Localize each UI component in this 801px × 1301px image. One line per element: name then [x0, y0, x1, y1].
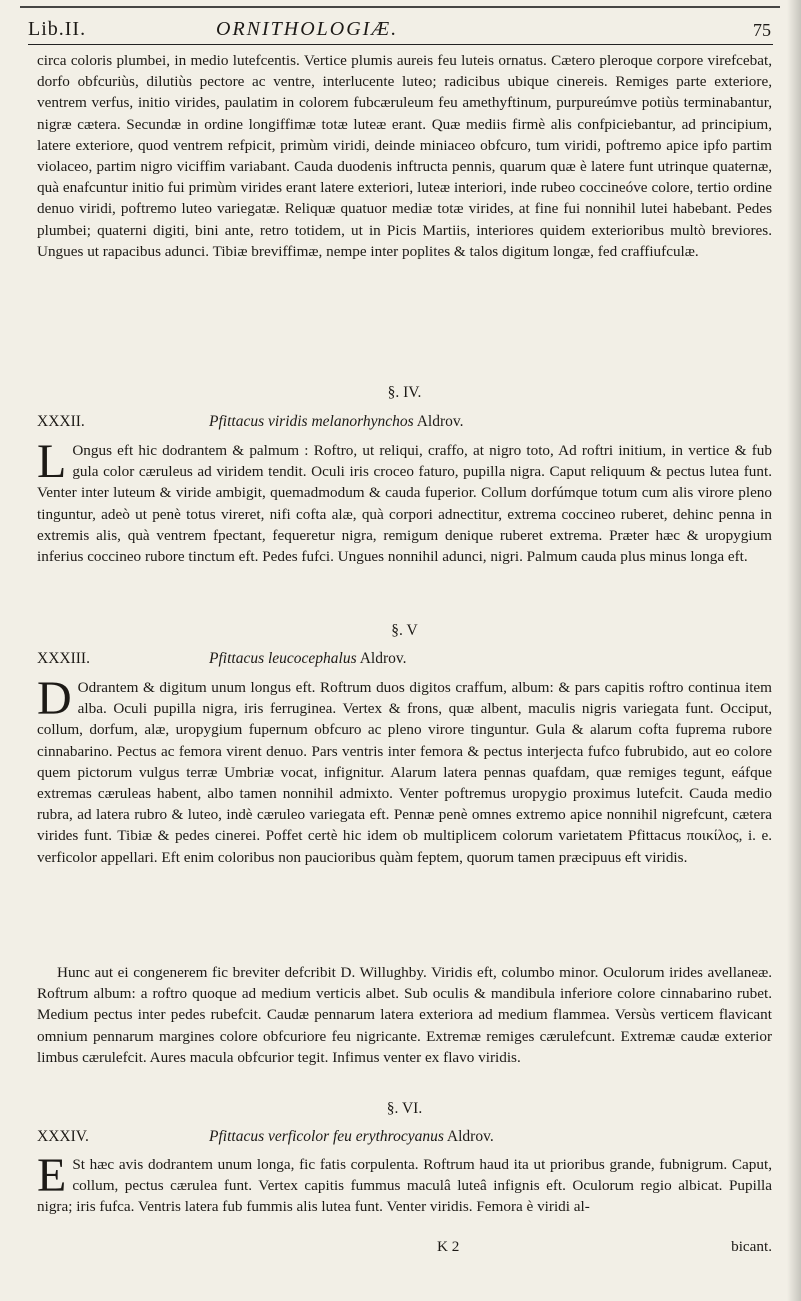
entry-name: Pfittacus viridis melanorhynchos Aldrov.: [209, 413, 464, 430]
entry-number: XXXIII.: [37, 650, 90, 667]
page-number: 75: [753, 20, 771, 40]
paragraph-33: [37, 672, 772, 868]
signature-mark: K 2: [437, 1238, 460, 1255]
drop-cap: E: [37, 1149, 67, 1202]
page-edge-shadow: [787, 0, 801, 1301]
paragraph-text: St hæc avis dodrantem unum longa, fic fatis corpulenta. Roftrum haud ita ut prioribus grande, fubnigrum. Caput, collum, pectus cærulea funt. Vertex capitis fummus maculâ luteâ infignis eft. Oculorum regio albicat. Pupilla nigra; iris fufca. Ventris latera fub fummis alis lutea funt. Venter viridis. Femora è viridi al-: [37, 1156, 772, 1216]
entry-name: Pfittacus verficolor feu erythrocyanus Aldrov.: [209, 1128, 494, 1145]
top-rule: [20, 6, 780, 10]
paragraph-33b: Hunc aut ei congenerem fic breviter defcribit D. Willughby. Viridis eft, columbo minor. Oculorum irides avellaneæ. Roftrum album: a roftro quoque ad medium verticis albet. Sub oculis & mandibula inferiore colore cinnabarino rubet. Medium pectus inter pedes rubefcit. Caudæ pennarum latera exteriora ad medium flammea. Versùs verticem flavicant omnium pennarum margines colore obfcuriore feu nigricante. Extremæ remiges cærulefcunt. Extremæ caudæ exterior limbus cærulefcit. Aures macula obfcurior tegit. Infimus venter ex flavo viridis.: [37, 964, 772, 1066]
paragraph-intro: circa coloris plumbei, in medio lutefcentis. Vertice plumis aureis feu luteis ornatus. Cætero pleroque corpore virefcebat, dorfo obfcuriùs, dilutiùs pectore ac ventre, interlucente luteo; radicibus ubique cinereis. Remiges parte exteriore, ventrem verfus, initio virides, paulatim in colorem fubcæruleum feu amethyftinum, purpureúmve potiùs terminabantur, nigræ cætera. Secundæ in ordine longiffimæ totæ luteæ erant. Quæ mediis firmè alis confpiciebantur, ad principium, latere exteriore, quod ventrem refpicit, primùm viridi, deinde miniaceo obfcuro, tum viridi, poftremo apice ipfo partim violaceo, partim nigro viciffim variabant. Cauda duodenis inftructa pennis, quarum quæ è latere funt utrinque quaternæ, quà enafcuntur initio fui primùm virides erant latere exteriori, luteæ interiori, inde rubeo coccineóve colore, tertio ordine denuo viridi, poftremo luteo variegatæ. Reliquæ quatuor mediæ totæ virides, at fine fui nonnihil lutei habebant. Pedes plumbei; quaterni digiti, bini ante, retro totidem, ut in Picis Martiis, interiores quidem exterioribus multò breviores. Ungues ut rapacibus adunci. Tibiæ breviffimæ, nempe inter poplites & talos digitum longæ, fed craffiufculæ.: [37, 52, 772, 260]
section-marker-6: §. VI.: [386, 1100, 423, 1117]
running-head: [28, 18, 773, 45]
section-marker-5: §. V: [391, 622, 418, 639]
paragraph-text: Odrantem & digitum unum longus eft. Roftrum duos digitos craffum, album: & pars capitis roftro continua item alba. Oculi pupilla nigra, iris ferruginea. Vertex & frons, quæ albent, maculis nigris variegata funt. Occiput, collum, dorfum, alæ, uropygium fupernum obfcuro ac pleno virore tinguntur. Gula & alarum cofta fuprema rubore cinnabarino. Pectus ac femora virent denuo. Pars ventris inter femora & pectus interjecta fufco fubrubido, aut eo colore quem pictorum vulgus terræ Umbriæ vocat, infignitur. Alarum latera pennas quafdam, quæ remiges tegunt, eáfque extremas cæruleas habent, albo tamen nonnihil admixto. Venter poftremus uropygio proximus lutefcit. Cauda medio rubra, ad latera rubro & luteo, indè cæruleo variegata eft. Pennæ penè omnes extremo apice nonnihil nigrefcunt, cætera virides funt. Tibiæ & pedes cinerei. Poffet certè hic idem ob multiplicem colorum varietatem Pfittacus ποικίλος, i. e. verficolor appellari. Eft enim coloribus non paucioribus quàm feptem, quorum tamen præcipuus eft viridis.: [37, 679, 772, 866]
entry-name: Pfittacus leucocephalus Aldrov.: [209, 650, 407, 667]
book-number: Lib.II.: [28, 18, 87, 40]
paragraph-text: Ongus eft hic dodrantem & palmum : Roftro, ut reliqui, craffo, at nigro toto, Ad roftri initium, in vertice & fub gula color cæruleus ad viridem tendit. Oculi iris croceo faturo, pupilla nigra. Caput reliquum & pectus lutea funt. Venter inter luteum & viride ambigit, quemadmodum & cauda fuperior. Collum dorfúmque totum cum alis virore pleno tinguntur, adeò ut penè totus vireret, nifi cofta alæ, quà corpori adnectitur, extrema coccineo ruberet, dehinc penna in extremis alis, quà ventrem fpectant, fequeretur nigra, remigum denique ruberet extrema. Præter hæc & uropygium inferius coccineo rubore tinctum eft. Pedes fufci. Ungues nonnihil adunci, nigri. Palmum cauda plus minus longa eft.: [37, 442, 772, 566]
paragraph-34: [37, 1149, 772, 1218]
paragraph-32: [37, 435, 772, 567]
catchword: bicant.: [731, 1238, 772, 1255]
running-title: ORNITHOLOGIÆ.: [216, 18, 399, 40]
drop-cap: D: [37, 672, 72, 725]
entry-number: XXXII.: [37, 413, 85, 430]
drop-cap: L: [37, 435, 67, 488]
entry-number: XXXIV.: [37, 1128, 89, 1145]
section-marker-4: §. IV.: [387, 384, 422, 401]
